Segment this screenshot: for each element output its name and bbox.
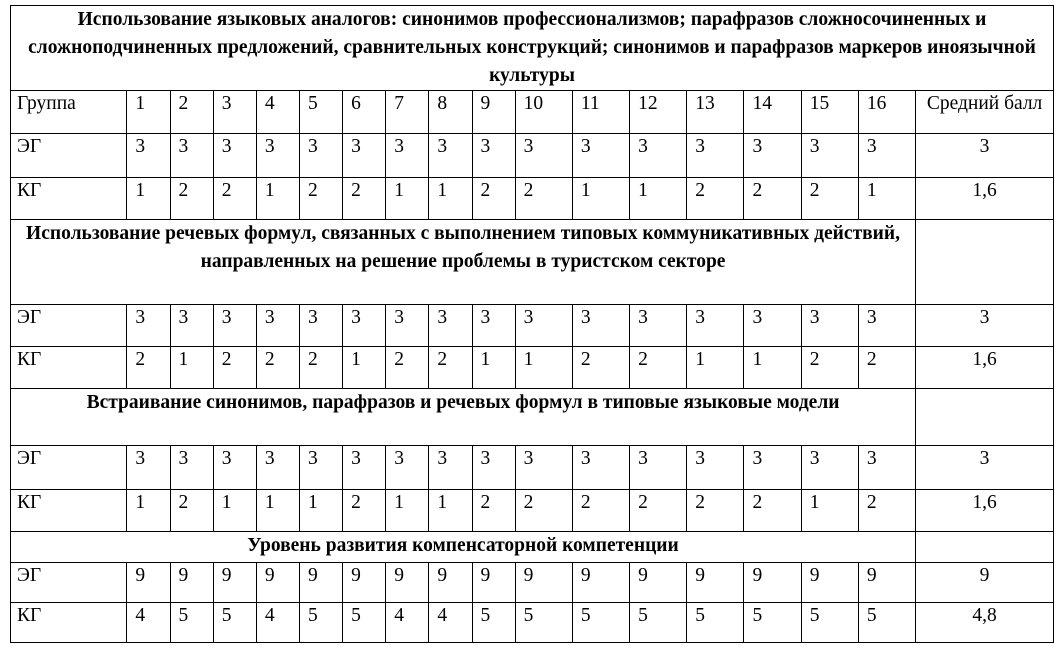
table-row <box>11 603 1054 643</box>
score-cell: 2 <box>213 178 256 220</box>
score-cell: 2 <box>386 347 429 389</box>
score-cell: 1 <box>386 178 429 220</box>
score-cell: 9 <box>858 563 915 603</box>
score-cell: 3 <box>630 134 687 178</box>
score-cell: 5 <box>170 603 213 643</box>
score-cell: 3 <box>299 134 342 178</box>
group-cell: КГ <box>11 178 127 220</box>
score-cell: 9 <box>213 563 256 603</box>
column-header-7: 7 <box>386 91 429 134</box>
score-cell: 9 <box>472 563 515 603</box>
score-cell: 9 <box>801 563 858 603</box>
score-cell: 3 <box>127 134 170 178</box>
score-cell: 3 <box>256 134 299 178</box>
score-cell: 5 <box>299 603 342 643</box>
avg-cell: 4,8 <box>916 603 1054 643</box>
score-cell: 3 <box>744 134 801 178</box>
table-row <box>11 446 1054 490</box>
score-cell: 5 <box>630 603 687 643</box>
score-cell: 3 <box>386 305 429 347</box>
column-header-15: 15 <box>801 91 858 134</box>
score-cell: 1 <box>572 178 629 220</box>
score-cell: 9 <box>127 563 170 603</box>
column-header-4: 4 <box>256 91 299 134</box>
score-cell: 3 <box>170 446 213 490</box>
score-cell: 3 <box>213 134 256 178</box>
score-cell: 9 <box>386 563 429 603</box>
avg-cell: 1,6 <box>916 347 1054 389</box>
score-cell: 1 <box>386 490 429 532</box>
score-cell: 5 <box>744 603 801 643</box>
score-cell: 3 <box>213 446 256 490</box>
score-cell: 9 <box>343 563 386 603</box>
column-header-8: 8 <box>429 91 472 134</box>
score-cell: 3 <box>572 305 629 347</box>
avg-cell: 3 <box>916 305 1054 347</box>
score-cell: 3 <box>386 134 429 178</box>
score-cell: 2 <box>472 178 515 220</box>
score-cell: 1 <box>801 490 858 532</box>
score-cell: 5 <box>343 603 386 643</box>
column-header-13: 13 <box>687 91 744 134</box>
score-cell: 1 <box>256 490 299 532</box>
group-cell: ЭГ <box>11 305 127 347</box>
score-cell: 2 <box>687 490 744 532</box>
column-header-12: 12 <box>630 91 687 134</box>
score-cell: 5 <box>472 603 515 643</box>
column-header-6: 6 <box>343 91 386 134</box>
results-table <box>10 5 1054 643</box>
group-cell: КГ <box>11 347 127 389</box>
empty-avg-cell <box>916 532 1054 563</box>
column-header-1: 1 <box>127 91 170 134</box>
score-cell: 3 <box>256 446 299 490</box>
score-cell: 9 <box>687 563 744 603</box>
score-cell: 5 <box>801 603 858 643</box>
score-cell: 2 <box>858 347 915 389</box>
table-row <box>11 305 1054 347</box>
score-cell: 3 <box>687 446 744 490</box>
score-cell: 1 <box>429 178 472 220</box>
score-cell: 4 <box>256 603 299 643</box>
score-cell: 9 <box>170 563 213 603</box>
score-cell: 3 <box>572 134 629 178</box>
group-cell: ЭГ <box>11 446 127 490</box>
score-cell: 3 <box>744 305 801 347</box>
score-cell: 2 <box>572 490 629 532</box>
score-cell: 3 <box>515 305 572 347</box>
section-title-row <box>11 6 1054 91</box>
score-cell: 3 <box>515 134 572 178</box>
score-cell: 2 <box>515 178 572 220</box>
score-cell: 9 <box>744 563 801 603</box>
section-title: Уровень развития компенсаторной компетенции <box>11 532 916 563</box>
score-cell: 1 <box>744 347 801 389</box>
score-cell: 3 <box>572 446 629 490</box>
score-cell: 1 <box>170 347 213 389</box>
score-cell: 3 <box>429 305 472 347</box>
score-cell: 3 <box>299 305 342 347</box>
score-cell: 3 <box>858 305 915 347</box>
group-cell: КГ <box>11 603 127 643</box>
score-cell: 2 <box>429 347 472 389</box>
score-cell: 4 <box>386 603 429 643</box>
score-cell: 3 <box>687 305 744 347</box>
score-cell: 1 <box>429 490 472 532</box>
score-cell: 1 <box>256 178 299 220</box>
score-cell: 3 <box>630 446 687 490</box>
table-body <box>11 6 1054 643</box>
score-cell: 2 <box>858 490 915 532</box>
table-row <box>11 134 1054 178</box>
score-cell: 5 <box>858 603 915 643</box>
score-cell: 5 <box>687 603 744 643</box>
score-cell: 1 <box>630 178 687 220</box>
score-cell: 3 <box>687 134 744 178</box>
score-cell: 4 <box>429 603 472 643</box>
score-cell: 2 <box>127 347 170 389</box>
score-cell: 2 <box>256 347 299 389</box>
empty-avg-cell <box>916 220 1054 305</box>
score-cell: 3 <box>213 305 256 347</box>
table-row <box>11 490 1054 532</box>
score-cell: 3 <box>299 446 342 490</box>
section-title: Встраивание синонимов, парафразов и речевых формул в типовые языковые модели <box>11 389 916 446</box>
score-cell: 3 <box>429 134 472 178</box>
table-row <box>11 178 1054 220</box>
score-cell: 9 <box>572 563 629 603</box>
section-title-row <box>11 532 1054 563</box>
column-header-11: 11 <box>572 91 629 134</box>
score-cell: 9 <box>256 563 299 603</box>
score-cell: 2 <box>472 490 515 532</box>
column-header-10: 10 <box>515 91 572 134</box>
score-cell: 3 <box>630 305 687 347</box>
score-cell: 5 <box>213 603 256 643</box>
score-cell: 1 <box>687 347 744 389</box>
score-cell: 3 <box>127 305 170 347</box>
score-cell: 3 <box>127 446 170 490</box>
group-header: Группа <box>11 91 127 134</box>
column-header-3: 3 <box>213 91 256 134</box>
score-cell: 1 <box>515 347 572 389</box>
score-cell: 2 <box>170 490 213 532</box>
avg-cell: 3 <box>916 446 1054 490</box>
score-cell: 1 <box>343 347 386 389</box>
avg-cell: 1,6 <box>916 490 1054 532</box>
score-cell: 9 <box>429 563 472 603</box>
score-cell: 2 <box>343 178 386 220</box>
score-cell: 2 <box>630 347 687 389</box>
score-cell: 3 <box>472 305 515 347</box>
score-cell: 2 <box>299 347 342 389</box>
group-cell: КГ <box>11 490 127 532</box>
score-cell: 3 <box>429 446 472 490</box>
score-cell: 3 <box>386 446 429 490</box>
score-cell: 2 <box>801 178 858 220</box>
section-title: Использование языковых аналогов: синонимов профессионализмов; парафразов сложносочиненных и сложноподчиненных предложений, сравнительных конструкций; синонимов и парафразов маркеров иноязычной культуры <box>11 6 1054 91</box>
score-cell: 9 <box>630 563 687 603</box>
score-cell: 2 <box>170 178 213 220</box>
score-cell: 9 <box>515 563 572 603</box>
table-row <box>11 347 1054 389</box>
score-cell: 3 <box>801 446 858 490</box>
score-cell: 3 <box>858 134 915 178</box>
column-header-9: 9 <box>472 91 515 134</box>
avg-header: Средний балл <box>916 91 1054 134</box>
score-cell: 3 <box>858 446 915 490</box>
score-cell: 2 <box>515 490 572 532</box>
column-header-5: 5 <box>299 91 342 134</box>
score-cell: 3 <box>170 305 213 347</box>
section-title-row <box>11 220 1054 305</box>
score-cell: 3 <box>343 446 386 490</box>
score-cell: 1 <box>472 347 515 389</box>
score-cell: 2 <box>343 490 386 532</box>
score-cell: 3 <box>801 305 858 347</box>
column-header-14: 14 <box>744 91 801 134</box>
score-cell: 3 <box>744 446 801 490</box>
avg-cell: 3 <box>916 134 1054 178</box>
avg-cell: 1,6 <box>916 178 1054 220</box>
score-cell: 3 <box>515 446 572 490</box>
score-cell: 1 <box>299 490 342 532</box>
score-cell: 2 <box>299 178 342 220</box>
score-cell: 2 <box>213 347 256 389</box>
score-cell: 2 <box>630 490 687 532</box>
score-cell: 3 <box>343 305 386 347</box>
score-cell: 2 <box>687 178 744 220</box>
score-cell: 3 <box>472 446 515 490</box>
table-row <box>11 563 1054 603</box>
score-cell: 1 <box>858 178 915 220</box>
header-row <box>11 91 1054 134</box>
group-cell: ЭГ <box>11 563 127 603</box>
score-cell: 1 <box>213 490 256 532</box>
column-header-16: 16 <box>858 91 915 134</box>
score-cell: 3 <box>343 134 386 178</box>
score-cell: 1 <box>127 490 170 532</box>
score-cell: 2 <box>572 347 629 389</box>
empty-avg-cell <box>916 389 1054 446</box>
section-title-row <box>11 389 1054 446</box>
score-cell: 5 <box>572 603 629 643</box>
score-cell: 2 <box>801 347 858 389</box>
score-cell: 1 <box>127 178 170 220</box>
score-cell: 5 <box>515 603 572 643</box>
score-cell: 2 <box>744 490 801 532</box>
score-cell: 4 <box>127 603 170 643</box>
section-title: Использование речевых формул, связанных с выполнением типовых коммуникативных действий, направленных на решение проблемы в туристском секторе <box>11 220 916 305</box>
avg-cell: 9 <box>916 563 1054 603</box>
column-header-2: 2 <box>170 91 213 134</box>
score-cell: 3 <box>801 134 858 178</box>
score-cell: 3 <box>472 134 515 178</box>
score-cell: 2 <box>744 178 801 220</box>
score-cell: 9 <box>299 563 342 603</box>
score-cell: 3 <box>256 305 299 347</box>
group-cell: ЭГ <box>11 134 127 178</box>
score-cell: 3 <box>170 134 213 178</box>
